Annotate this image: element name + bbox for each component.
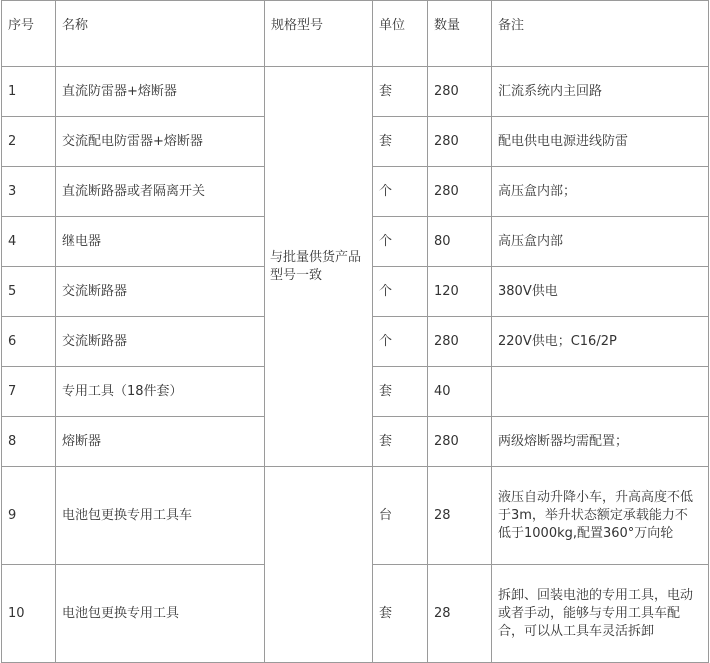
row-note: [492, 367, 709, 417]
row-unit: 个: [373, 167, 428, 217]
row-qty: 280: [428, 167, 492, 217]
table-row: [2, 467, 709, 565]
header-name: 名称: [56, 1, 265, 67]
row-name: 继电器: [56, 217, 265, 267]
row-unit: 套: [373, 417, 428, 467]
header-seq: 序号: [2, 1, 56, 67]
row-note: 高压盒内部；: [492, 167, 709, 217]
row-qty: 280: [428, 417, 492, 467]
row-seq: 5: [2, 267, 56, 317]
row-name: 交流配电防雷器+熔断器: [56, 117, 265, 167]
row-name: 熔断器: [56, 417, 265, 467]
row-qty: 280: [428, 117, 492, 167]
row-unit: 台: [373, 467, 428, 565]
row-note: 拆卸、回装电池的专用工具，电动或者手动，能够与专用工具车配合，可以从工具车灵活拆卸: [492, 565, 709, 663]
equipment-table: [1, 0, 709, 663]
spec-empty-cell: [265, 467, 373, 663]
row-name: 直流断路器或者隔离开关: [56, 167, 265, 217]
header-unit: 单位: [373, 1, 428, 67]
row-note: 液压自动升降小车，升高高度不低于3m，举升状态额定承载能力不低于1000kg,配置360°万向轮: [492, 467, 709, 565]
row-unit: 个: [373, 317, 428, 367]
row-seq: 6: [2, 317, 56, 367]
row-name: 交流断路器: [56, 267, 265, 317]
row-name: 专用工具（18件套）: [56, 367, 265, 417]
row-seq: 7: [2, 367, 56, 417]
row-note: 汇流系统内主回路: [492, 67, 709, 117]
header-row: [2, 1, 709, 67]
row-note: 两级熔断器均需配置；: [492, 417, 709, 467]
row-unit: 套: [373, 117, 428, 167]
header-note: 备注: [492, 1, 709, 67]
row-qty: 80: [428, 217, 492, 267]
row-name: 交流断路器: [56, 317, 265, 367]
spec-merged-cell: 与批量供货产品型号一致: [265, 67, 373, 467]
row-seq: 9: [2, 467, 56, 565]
row-note: 220V供电；C16/2P: [492, 317, 709, 367]
row-note: 380V供电: [492, 267, 709, 317]
row-qty: 40: [428, 367, 492, 417]
header-qty: 数量: [428, 1, 492, 67]
row-note: 高压盒内部: [492, 217, 709, 267]
row-name: 电池包更换专用工具车: [56, 467, 265, 565]
row-qty: 280: [428, 67, 492, 117]
row-note: 配电供电电源进线防雷: [492, 117, 709, 167]
row-seq: 8: [2, 417, 56, 467]
row-unit: 套: [373, 565, 428, 663]
row-seq: 4: [2, 217, 56, 267]
row-name: 电池包更换专用工具: [56, 565, 265, 663]
row-seq: 10: [2, 565, 56, 663]
row-qty: 280: [428, 317, 492, 367]
row-seq: 1: [2, 67, 56, 117]
row-unit: 套: [373, 67, 428, 117]
row-seq: 2: [2, 117, 56, 167]
row-name: 直流防雷器+熔断器: [56, 67, 265, 117]
row-qty: 28: [428, 565, 492, 663]
row-unit: 套: [373, 367, 428, 417]
table-row: [2, 67, 709, 117]
row-unit: 个: [373, 217, 428, 267]
header-spec: 规格型号: [265, 1, 373, 67]
row-qty: 28: [428, 467, 492, 565]
row-qty: 120: [428, 267, 492, 317]
row-seq: 3: [2, 167, 56, 217]
row-unit: 个: [373, 267, 428, 317]
